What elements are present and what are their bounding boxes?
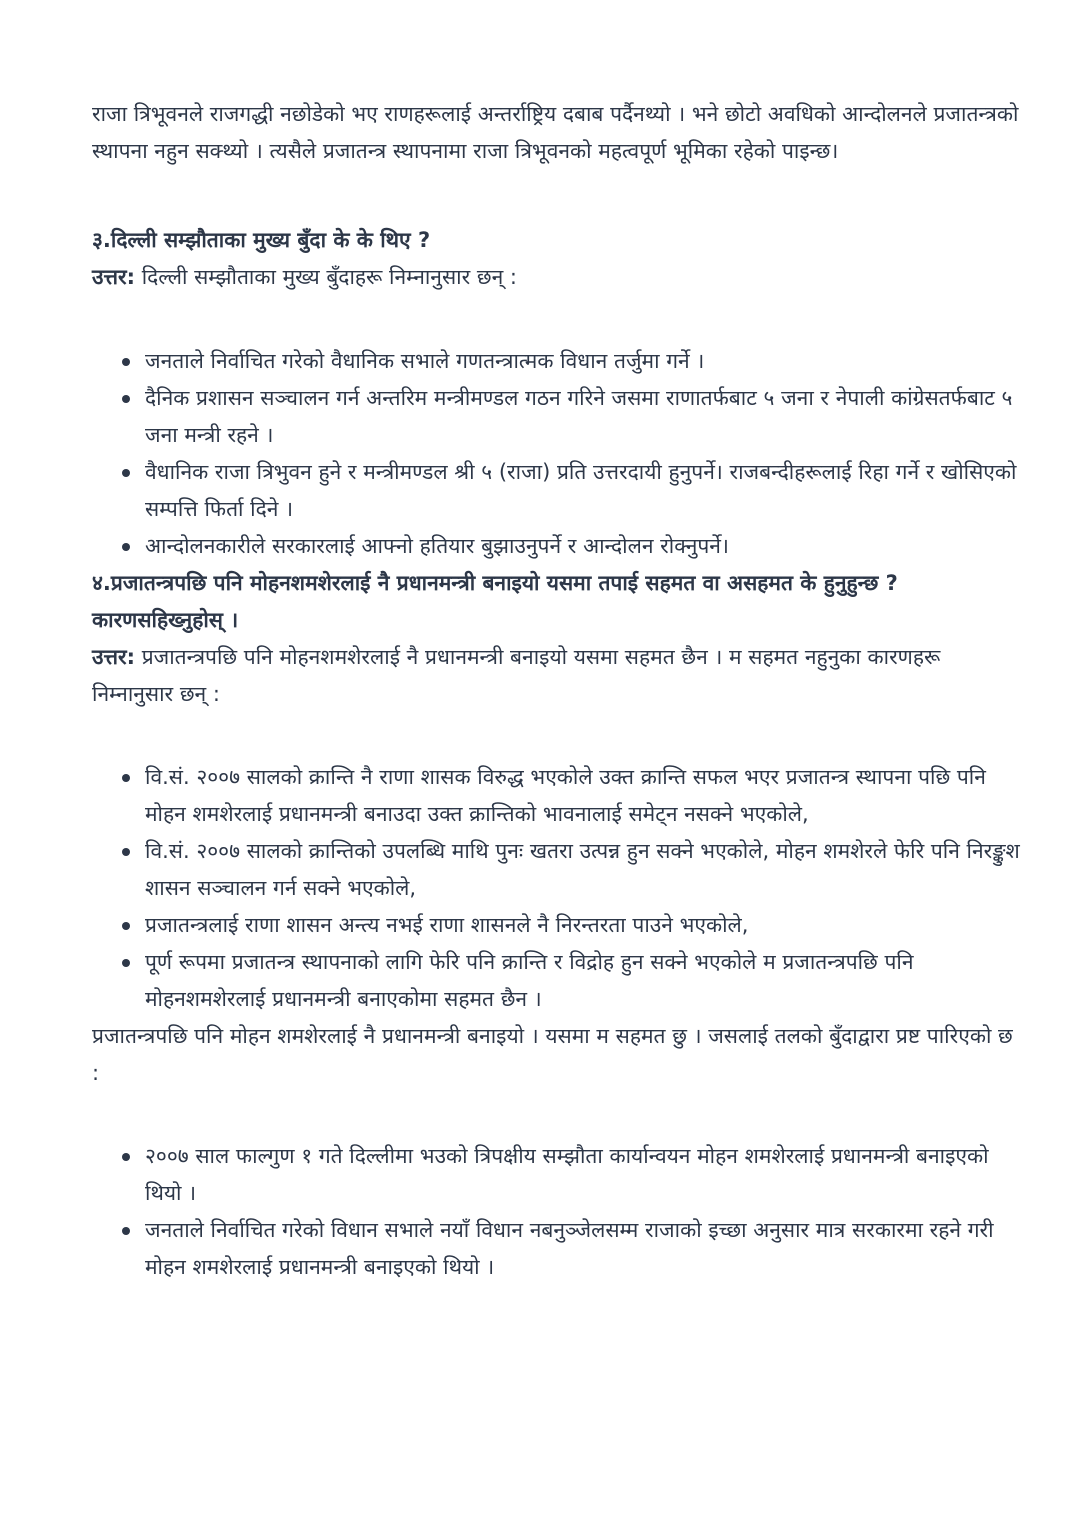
list-item: जनताले निर्वाचित गरेको विधान सभाले नयाँ विधान नबनुञ्जेलसम्म राजाको इच्छा अनुसार मात्र सरकारमा रहने गरी मोहन शमशेरलाई प्रधानमन्त्री बनाइएको थियो । bbox=[145, 1212, 1022, 1286]
agree-paragraph: प्रजातन्त्रपछि पनि मोहन शमशेरलाई नै प्रधानमन्त्री बनाइयो । यसमा म सहमत छु । जसलाई तलको बुँदाद्वारा प्रष्ट पारिएको छ : bbox=[92, 1024, 1013, 1085]
list-item: पूर्ण रूपमा प्रजातन्त्र स्थापनाको लागि फेरि पनि क्रान्ति र विद्रोह हुन सक्ने भएकोले म प्रजातन्त्रपछि पनि मोहनशमशेरलाई प्रधानमन्त्री बनाएकोमा सहमत छैन । bbox=[145, 944, 1022, 1018]
document-page bbox=[92, 96, 1022, 1286]
question-4-heading: ४.प्रजातन्त्रपछि पनि मोहनशमशेरलाई नै प्रधानमन्त्री बनाइयो यसमा तपाई सहमत वा असहमत के हुनुहुन्छ ? कारणसहिख्नुहोस् । bbox=[92, 571, 898, 632]
section-3 bbox=[92, 222, 1022, 565]
answer-label: उत्तर: bbox=[92, 265, 136, 289]
answer-4-text: प्रजातन्त्रपछि पनि मोहनशमशेरलाई नै प्रधानमन्त्री बनाइयो यसमा सहमत छैन । म सहमत नहुनुका कारणहरू निम्नानुसार छन् : bbox=[92, 645, 941, 706]
answer-4-intro bbox=[92, 639, 1022, 713]
list-item: वि.सं. २००७ सालको क्रान्ति नै राणा शासक विरुद्ध भएकोले उक्त क्रान्ति सफल भएर प्रजातन्त्र स्थापना पछि पनि मोहन शमशेरलाई प्रधानमन्त्री बनाउदा उक्त क्रान्तिको भावनालाई समेट्न नसक्ने भएकोले, bbox=[145, 759, 1022, 833]
list-item: दैनिक प्रशासन सञ्चालन गर्न अन्तरिम मन्त्रीमण्डल गठन गरिने जसमा राणातर्फबाट ५ जना र नेपाली कांग्रेसतर्फबाट ५ जना मन्त्री रहने । bbox=[145, 380, 1022, 454]
list-item: जनताले निर्वाचित गरेको वैधानिक सभाले गणतन्त्रात्मक विधान तर्जुमा गर्ने । bbox=[145, 343, 1022, 380]
disagree-reasons-list bbox=[92, 759, 1022, 1018]
answer-label: उत्तर: bbox=[92, 645, 136, 669]
list-item: २००७ साल फाल्गुण १ गते दिल्लीमा भउको त्रिपक्षीय सम्झौता कार्यान्वयन मोहन शमशेरलाई प्रधानमन्त्री बनाइएको थियो । bbox=[145, 1138, 1022, 1212]
delhi-agreement-points-list bbox=[92, 343, 1022, 565]
list-item: आन्दोलनकारीले सरकारलाई आफ्नो हतियार बुझाउनुपर्ने र आन्दोलन रोक्नुपर्ने। bbox=[145, 528, 1022, 565]
intro-paragraph: राजा त्रिभूवनले राजगद्धी नछोडेको भए राणहरूलाई अन्तर्राष्ट्रिय दबाब पर्दैनथ्यो । भने छोटो अवधिको आन्दोलनले प्रजातन्त्रको स्थापना नहुन सक्थ्यो । त्यसैले प्रजातन्त्र स्थापनामा राजा त्रिभूवनको महत्वपूर्ण भूमिका रहेको पाइन्छ। bbox=[92, 102, 1019, 163]
agree-reasons-list bbox=[92, 1138, 1022, 1286]
list-item: वि.सं. २००७ सालको क्रान्तिको उपलब्धि माथि पुनः खतरा उत्पन्न हुन सक्ने भएकोले, मोहन शमशेरले फेरि पनि निरङ्कुश शासन सञ्चालन गर्न सक्ने भएकोले, bbox=[145, 833, 1022, 907]
list-item: वैधानिक राजा त्रिभुवन हुने र मन्त्रीमण्डल श्री ५ (राजा) प्रति उत्तरदायी हुनुपर्ने। राजबन्दीहरूलाई रिहा गर्ने र खोसिएको सम्पत्ति फिर्ता दिने । bbox=[145, 454, 1022, 528]
answer-3-text: दिल्ली सम्झौताका मुख्य बुँदाहरू निम्नानुसार छन् : bbox=[135, 265, 517, 289]
list-item: प्रजातन्त्रलाई राणा शासन अन्त्य नभई राणा शासनले नै निरन्तरता पाउने भएकोले, bbox=[145, 907, 1022, 944]
question-3-heading: ३.दिल्ली सम्झौताका मुख्य बुँदा के के थिए ? bbox=[92, 228, 431, 252]
answer-3-intro bbox=[92, 259, 1022, 296]
section-4 bbox=[92, 565, 1022, 1286]
